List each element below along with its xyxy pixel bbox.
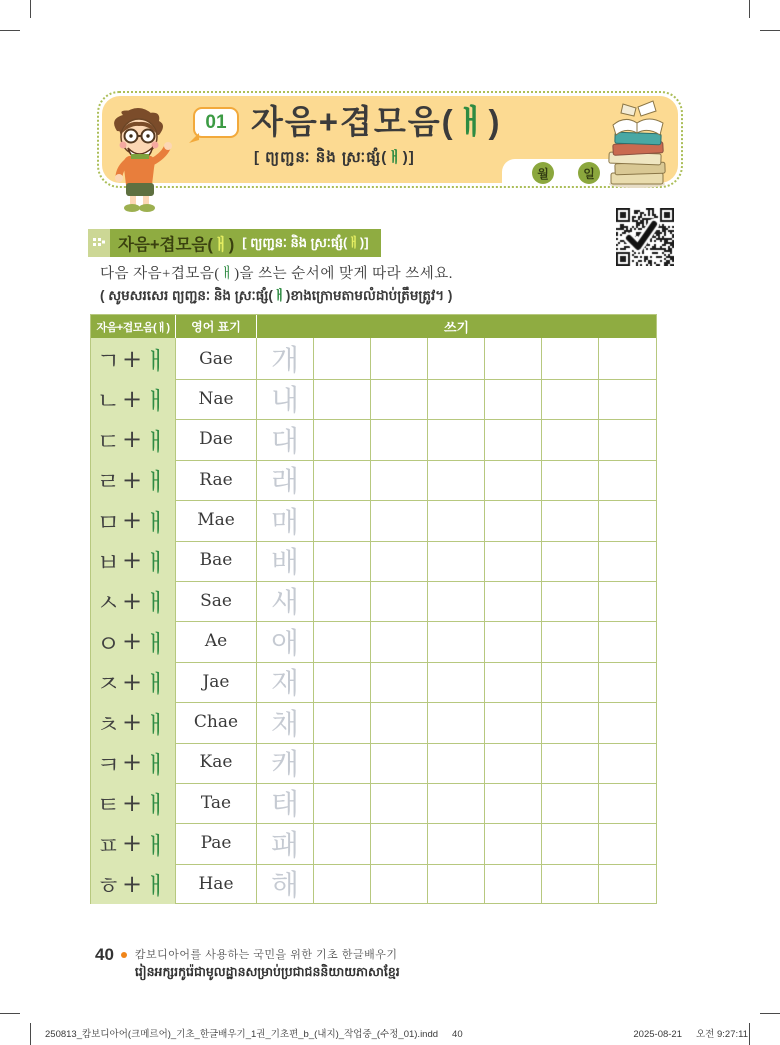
write-cell: [428, 500, 485, 542]
crop-mark: [30, 1023, 31, 1045]
write-cell: [542, 338, 599, 380]
table-row: [91, 661, 656, 701]
table-header-row: [91, 315, 656, 338]
trace-cell: 패: [257, 823, 314, 865]
write-cell: [599, 338, 656, 380]
english-cell: Tae: [176, 782, 257, 824]
write-cell: [314, 378, 371, 420]
write-cell: [371, 580, 428, 622]
write-cell: [428, 863, 485, 904]
write-cell: [485, 500, 542, 542]
write-cell: [314, 338, 371, 380]
trace-cell: 래: [257, 459, 314, 501]
section-title-bar: [110, 229, 381, 257]
write-cell: [485, 540, 542, 582]
write-cell: [599, 378, 656, 420]
combo-cell: ㅍ + ㅐ: [91, 823, 176, 865]
write-cell: [428, 419, 485, 461]
table-row: [91, 419, 656, 459]
section-heading: [88, 229, 381, 257]
table-row: [91, 823, 656, 863]
header-writing: 쓰기: [443, 320, 470, 335]
write-cell: [599, 661, 656, 703]
table-row: [91, 742, 656, 782]
write-cell: [371, 823, 428, 865]
write-cell: [428, 540, 485, 582]
write-cell: [542, 540, 599, 582]
section-title-khmer: [ ព្យញ្ជនៈ និង ស្រៈផ្សំ(ㅐ)]: [242, 235, 369, 250]
table-row: [91, 459, 656, 499]
trace-cell: 개: [257, 338, 314, 380]
english-cell: Pae: [176, 823, 257, 865]
write-cell: [542, 661, 599, 703]
write-cell: [485, 823, 542, 865]
page-subtitle-khmer: [ ព្យញ្ជនៈ និង ស្រៈផ្សំ(ㅐ)]: [254, 149, 415, 166]
write-cell: [542, 419, 599, 461]
write-cell: [428, 580, 485, 622]
write-cell: [371, 742, 428, 784]
write-cell: [314, 702, 371, 744]
combo-cell: ㅅ + ㅐ: [91, 580, 176, 622]
combo-cell: ㄷ + ㅐ: [91, 419, 176, 461]
write-cell: [314, 580, 371, 622]
write-cell: [542, 782, 599, 824]
crop-mark: [0, 30, 20, 31]
write-cell: [485, 419, 542, 461]
print-filename: 250813_캄보디아어(크메르어)_기초_한글배우기_1권_기초편_b_(내지)_작업중_(수정_01).indd 40: [45, 1029, 463, 1040]
write-cell: [542, 823, 599, 865]
lesson-number-badge: [193, 107, 239, 138]
write-cell: [599, 621, 656, 663]
crop-mark: [749, 1023, 750, 1045]
qr-code: [616, 208, 674, 266]
write-cell: [599, 500, 656, 542]
write-cell: [599, 459, 656, 501]
trace-cell: 해: [257, 863, 314, 904]
combo-cell: ㅋ + ㅐ: [91, 742, 176, 784]
print-info-line: [45, 1026, 748, 1040]
instruction-korean: 다음 자음+겹모음(ㅐ)을 쓰는 순서에 맞게 따라 쓰세요.: [100, 266, 453, 282]
table-row: [91, 338, 656, 378]
write-cell: [542, 621, 599, 663]
combo-cell: ㄹ + ㅐ: [91, 459, 176, 501]
english-cell: Kae: [176, 742, 257, 784]
write-cell: [371, 540, 428, 582]
write-cell: [428, 823, 485, 865]
table-row: [91, 621, 656, 661]
write-cell: [314, 823, 371, 865]
write-cell: [485, 580, 542, 622]
write-cell: [371, 419, 428, 461]
table-row: [91, 782, 656, 822]
write-cell: [485, 459, 542, 501]
write-cell: [428, 621, 485, 663]
write-cell: [542, 378, 599, 420]
english-cell: Chae: [176, 702, 257, 744]
header-english: 영어 표기: [176, 315, 257, 338]
english-cell: Sae: [176, 580, 257, 622]
dots-cross-icon: [91, 235, 107, 251]
combo-cell: ㄴ + ㅐ: [91, 378, 176, 420]
write-cell: [314, 742, 371, 784]
write-cell: [371, 338, 428, 380]
write-cell: [371, 500, 428, 542]
english-cell: Mae: [176, 500, 257, 542]
crop-mark: [749, 0, 750, 18]
english-cell: Rae: [176, 459, 257, 501]
day-badge: 일: [578, 162, 600, 184]
write-cell: [371, 621, 428, 663]
write-cell: [371, 378, 428, 420]
trace-cell: 새: [257, 580, 314, 622]
trace-cell: 캐: [257, 742, 314, 784]
write-cell: [599, 702, 656, 744]
footer-korean: 캄보디아어를 사용하는 국민을 위한 기초 한글배우기: [134, 949, 398, 961]
page-footer: [95, 946, 400, 983]
write-cell: [542, 702, 599, 744]
write-cell: [485, 863, 542, 904]
lesson-banner: [97, 91, 683, 188]
table-row: [91, 863, 656, 903]
combo-cell: ㅈ + ㅐ: [91, 661, 176, 703]
crop-mark: [30, 0, 31, 18]
write-cell: [599, 782, 656, 824]
write-cell: [314, 782, 371, 824]
footer-khmer: រៀនអក្សរកូរ៉េជាមូលដ្ឋានសម្រាប់ប្រជាជននិយាយភាសាខ្មែរ: [134, 965, 400, 979]
english-cell: Nae: [176, 378, 257, 420]
write-cell: [371, 863, 428, 904]
trace-cell: 매: [257, 500, 314, 542]
qr-code-canvas: [616, 208, 674, 266]
write-cell: [428, 782, 485, 824]
combo-cell: ㅎ + ㅐ: [91, 863, 176, 904]
write-cell: [314, 863, 371, 904]
write-cell: [485, 378, 542, 420]
page-title: 자음+겹모음(ㅐ): [251, 103, 502, 140]
write-cell: [428, 702, 485, 744]
table-row: [91, 378, 656, 418]
header-combo: 자음+겹모음(ㅐ): [91, 315, 176, 338]
trace-cell: 채: [257, 702, 314, 744]
trace-cell: 태: [257, 782, 314, 824]
write-cell: [428, 742, 485, 784]
write-cell: [599, 580, 656, 622]
table-row: [91, 702, 656, 742]
write-cell: [485, 661, 542, 703]
books-stack-icon: [603, 99, 671, 194]
write-cell: [599, 419, 656, 461]
write-cell: [599, 863, 656, 904]
footer-text: [135, 946, 400, 983]
write-cell: [314, 500, 371, 542]
write-cell: [314, 540, 371, 582]
combo-cell: ㄱ + ㅐ: [91, 338, 176, 380]
write-cell: [371, 661, 428, 703]
write-cell: [599, 540, 656, 582]
print-datetime: 2025-08-21 오전 9:27:11: [633, 1029, 748, 1040]
write-cell: [428, 338, 485, 380]
month-badge: 월: [532, 162, 554, 184]
write-cell: [371, 459, 428, 501]
english-cell: Bae: [176, 540, 257, 582]
trace-cell: 애: [257, 621, 314, 663]
write-cell: [542, 863, 599, 904]
english-cell: Dae: [176, 419, 257, 461]
english-cell: Gae: [176, 338, 257, 380]
write-cell: [314, 661, 371, 703]
crop-mark: [0, 1013, 20, 1014]
write-cell: [314, 419, 371, 461]
english-cell: Hae: [176, 863, 257, 904]
write-cell: [485, 338, 542, 380]
english-cell: Jae: [176, 661, 257, 703]
combo-cell: ㅇ + ㅐ: [91, 621, 176, 663]
combo-cell: ㅊ + ㅐ: [91, 702, 176, 744]
write-cell: [542, 580, 599, 622]
english-cell: Ae: [176, 621, 257, 663]
table-row: [91, 580, 656, 620]
write-cell: [428, 661, 485, 703]
write-cell: [485, 702, 542, 744]
write-cell: [485, 742, 542, 784]
trace-cell: 대: [257, 419, 314, 461]
crop-mark: [760, 1013, 780, 1014]
write-cell: [485, 782, 542, 824]
trace-cell: 배: [257, 540, 314, 582]
section-tab: [88, 229, 110, 257]
combo-cell: ㅂ + ㅐ: [91, 540, 176, 582]
write-cell: [314, 459, 371, 501]
instruction-khmer: ( សូមសរសេរ ព្យញ្ជនៈ និង ស្រៈផ្សំ(ㅐ)ខាងក្រោមតាមលំដាប់ត្រឹមត្រូវ។ ): [100, 288, 453, 303]
table-row: [91, 500, 656, 540]
write-cell: [542, 742, 599, 784]
trace-cell: 내: [257, 378, 314, 420]
write-cell: [314, 621, 371, 663]
table-row: [91, 540, 656, 580]
trace-cell: 재: [257, 661, 314, 703]
write-cell: [542, 459, 599, 501]
write-cell: [599, 742, 656, 784]
crop-mark: [760, 30, 780, 31]
write-cell: [599, 823, 656, 865]
write-cell: [371, 702, 428, 744]
write-cell: [485, 621, 542, 663]
combo-cell: ㅌ + ㅐ: [91, 782, 176, 824]
write-cell: [428, 459, 485, 501]
write-cell: [371, 782, 428, 824]
page-number: 40: [95, 945, 114, 964]
lesson-number: 01: [205, 111, 227, 133]
practice-table: [90, 314, 657, 904]
write-cell: [542, 500, 599, 542]
cartoon-boy-icon: [103, 105, 181, 218]
bullet-dot-icon: [121, 952, 127, 958]
section-title-korean: 자음+겹모음(ㅐ): [118, 236, 235, 254]
write-cell: [428, 378, 485, 420]
combo-cell: ㅁ + ㅐ: [91, 500, 176, 542]
